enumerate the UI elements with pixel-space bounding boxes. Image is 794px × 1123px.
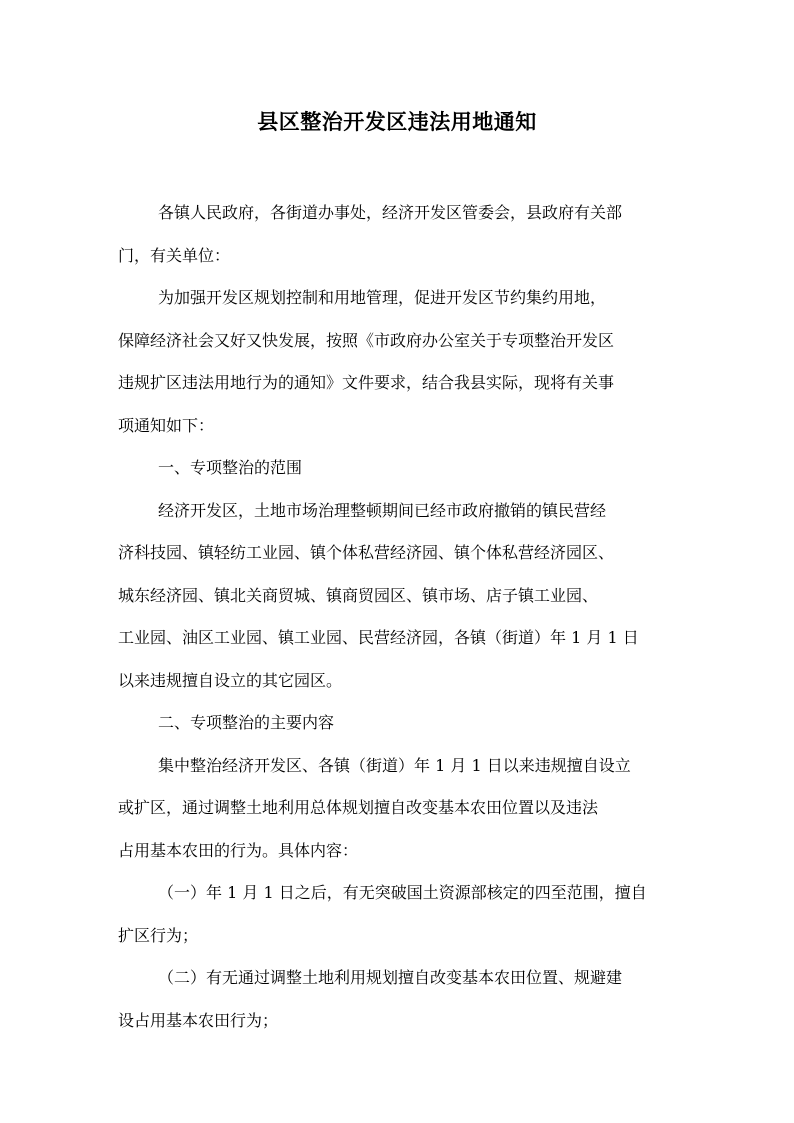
- body-line: 工业园、油区工业园、镇工业园、民营经济园，各镇（街道）年 1 月 1 日: [118, 628, 639, 647]
- list-item: （一）年 1 月 1 日之后，有无突破国土资源部核定的四至范围，擅自: [158, 883, 647, 902]
- section-heading: 一、专项整治的范围: [158, 458, 303, 477]
- body-line: 集中整治经济开发区、各镇（街道）年 1 月 1 日以来违规擅自设立: [158, 755, 631, 775]
- list-item: （二）有无通过调整土地利用规划擅自改变基本农田位置、规避建: [158, 968, 623, 987]
- body-line: 违规扩区违法用地行为的通知》文件要求，结合我县实际，现将有关事: [118, 373, 615, 392]
- list-item-continuation: 设占用基本农田行为；: [118, 1010, 279, 1030]
- body-line: 或扩区，通过调整土地利用总体规划擅自改变基本农田位置以及违法: [118, 798, 599, 817]
- list-item-continuation: 扩区行为；: [118, 925, 199, 945]
- body-line: 为加强开发区规划控制和用地管理，促进开发区节约集约用地，: [158, 288, 607, 307]
- body-line: 以来违规擅自设立的其它园区。: [118, 670, 343, 690]
- body-line: 项通知如下：: [118, 415, 215, 435]
- body-line: 各镇人民政府，各街道办事处，经济开发区管委会，县政府有关部: [158, 203, 623, 222]
- document-title: 县区整治开发区违法用地通知: [257, 110, 537, 134]
- body-line: 保障经济社会又好又快发展，按照《市政府办公室关于专项整治开发区: [118, 330, 615, 350]
- section-heading: 二、专项整治的主要内容: [158, 713, 335, 732]
- body-line: 门，有关单位：: [118, 245, 231, 265]
- body-line: 占用基本农田的行为。具体内容：: [118, 840, 359, 860]
- document-body: [118, 192, 683, 1042]
- body-line: 城东经济园、镇北关商贸城、镇商贸园区、镇市场、店子镇工业园、: [118, 585, 599, 605]
- body-line: 济科技园、镇轻纺工业园、镇个体私营经济园、镇个体私营经济园区、: [118, 543, 615, 562]
- body-line: 经济开发区，土地市场治理整顿期间已经市政府撤销的镇民营经: [158, 500, 607, 520]
